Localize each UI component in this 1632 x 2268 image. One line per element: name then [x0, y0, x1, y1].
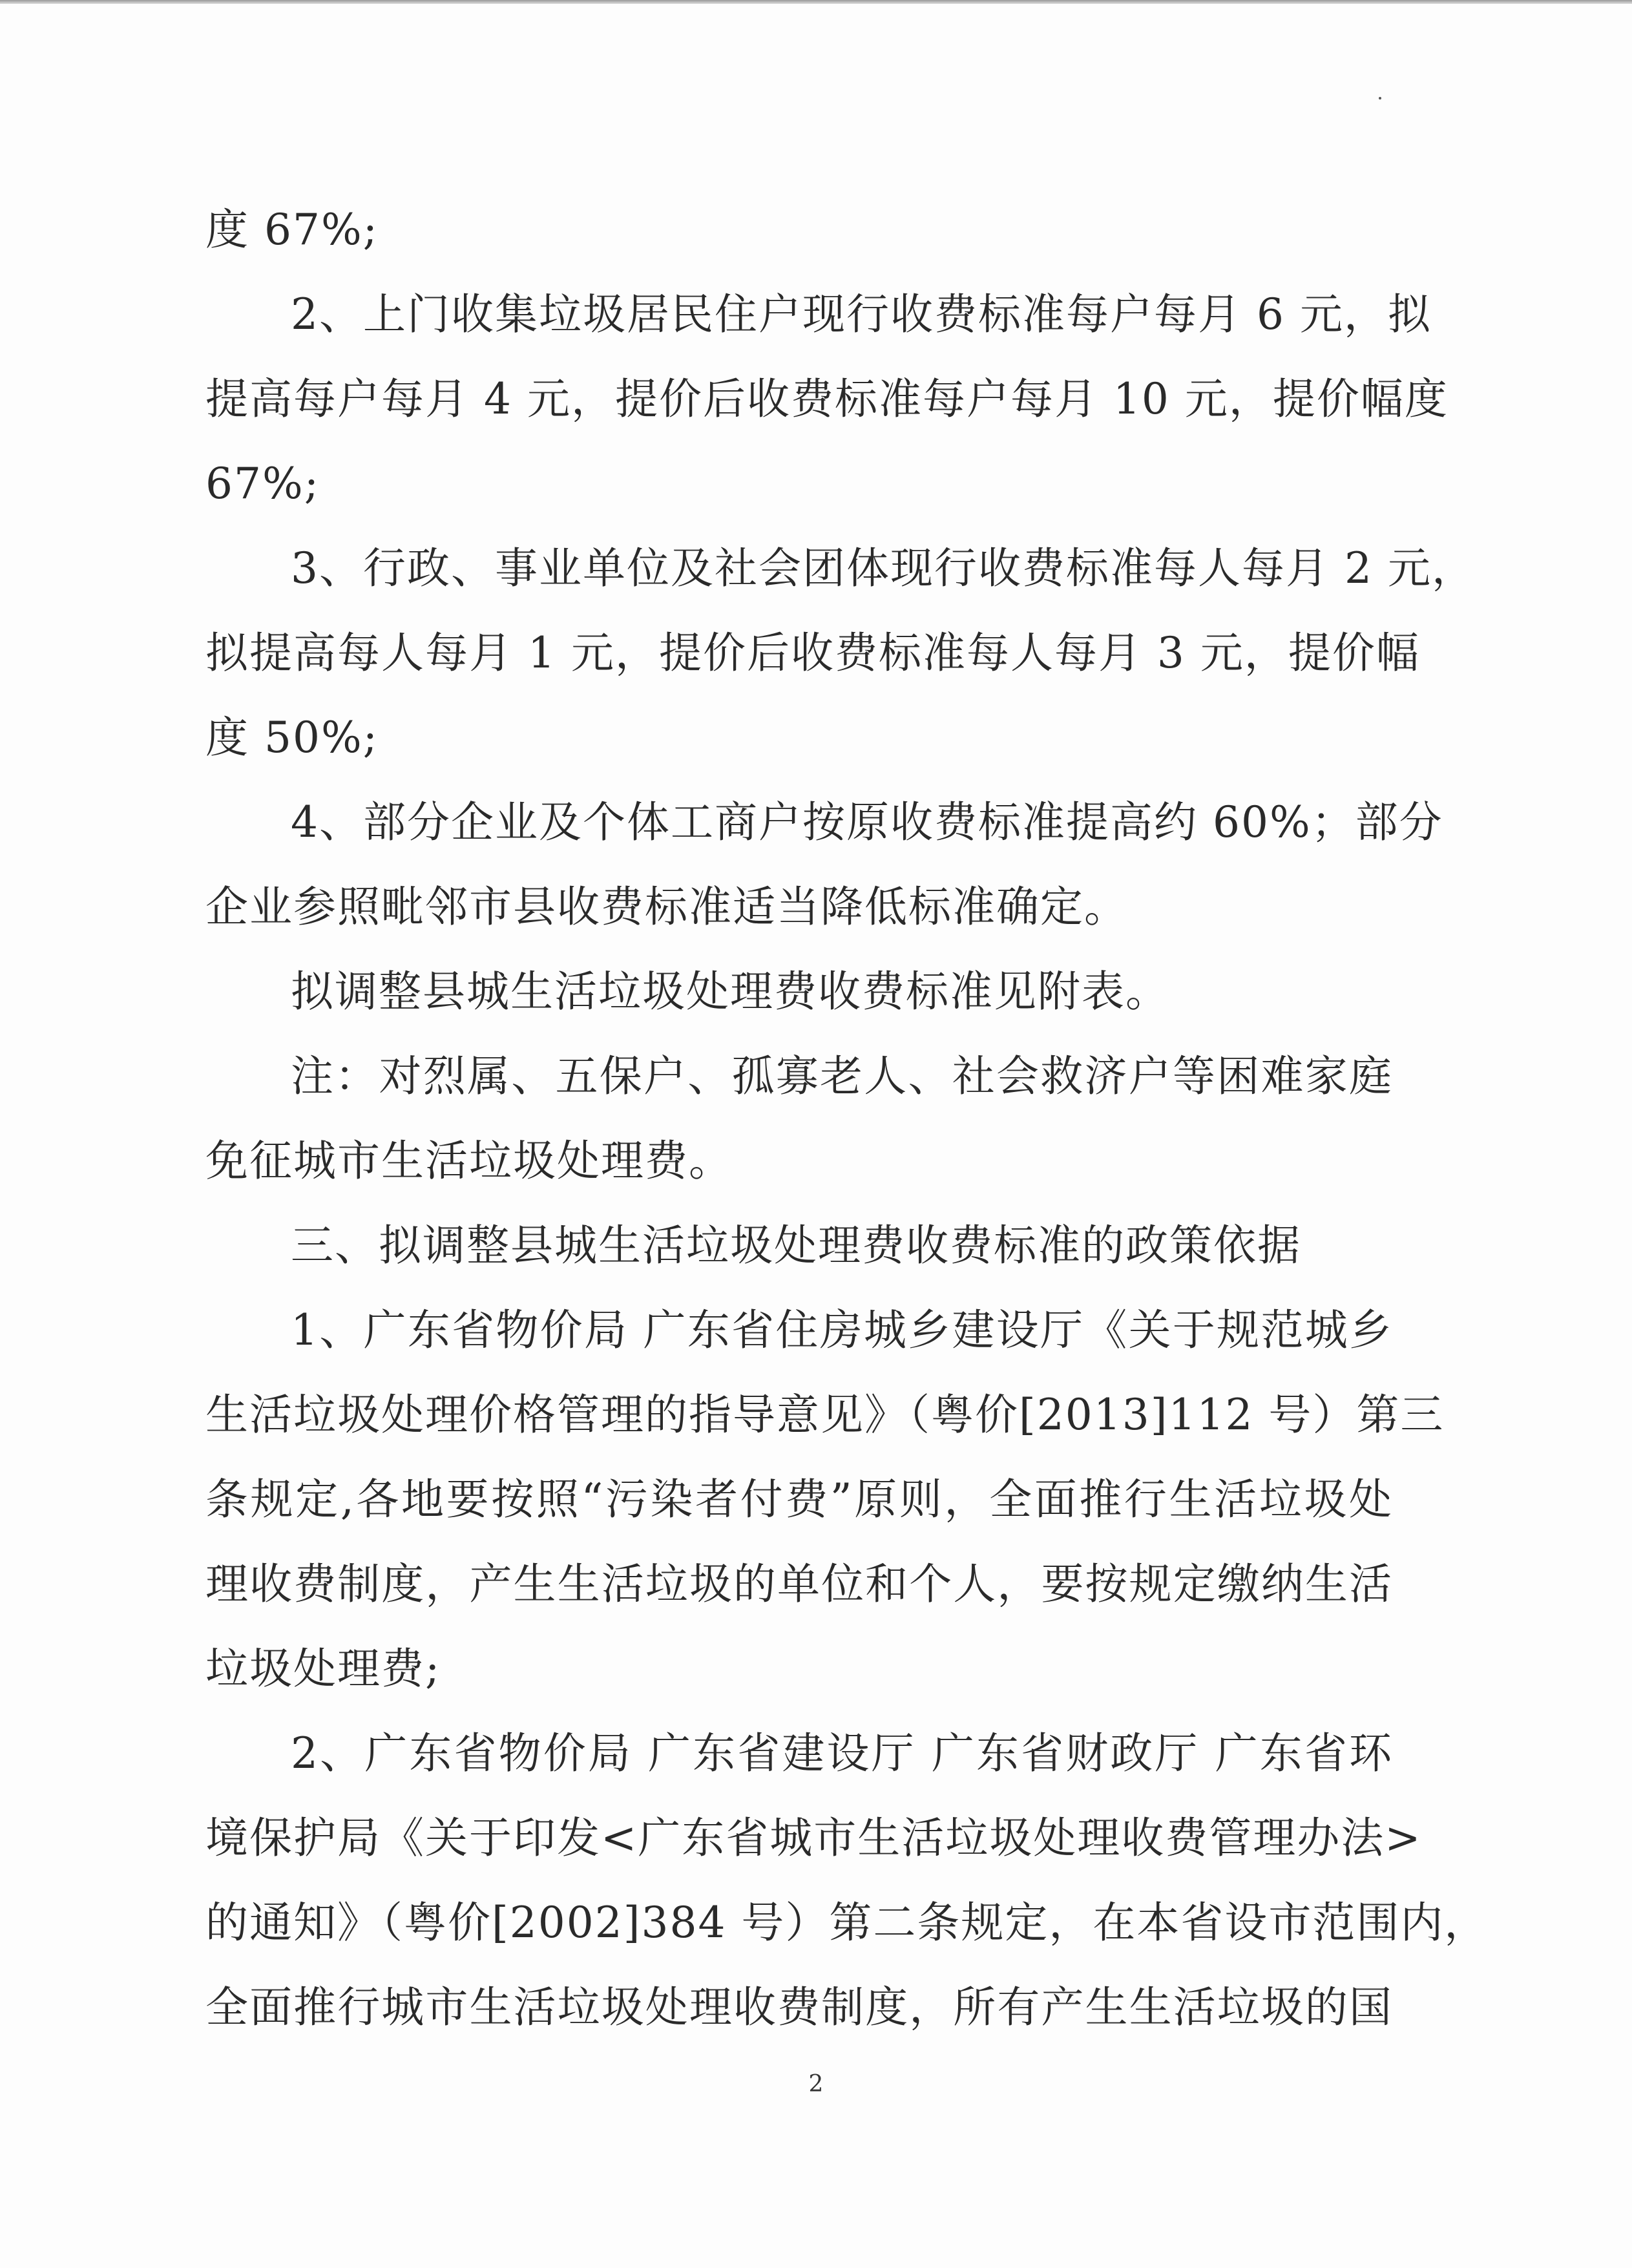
text-line: 条规定,各地要按照“污染者付费”原则，全面推行生活垃圾处	[205, 1475, 1393, 1524]
text-line: 度 50%;	[205, 713, 379, 762]
text-line: 4、部分企业及个体工商户按原收费标准提高约 60%；部分	[291, 797, 1443, 847]
text-line: 拟提高每人每月 1 元，提价后收费标准每人每月 3 元，提价幅	[205, 628, 1420, 678]
section-heading: 三、拟调整县城生活垃圾处理费收费标准的政策依据	[291, 1221, 1301, 1270]
text-line: 生活垃圾处理价格管理的指导意见》（粤价[2013]112 号）第三	[205, 1390, 1445, 1440]
text-line: 的通知》（粤价[2002]384 号）第二条规定，在本省设市范围内，	[205, 1898, 1489, 1948]
scan-speck	[1379, 97, 1381, 100]
text-line: 垃圾处理费;	[205, 1644, 441, 1694]
text-line: 注：对烈属、五保户、孤寡老人、社会救济户等困难家庭	[291, 1051, 1393, 1101]
document-body	[205, 187, 1489, 2050]
text-line: 2、广东省物价局 广东省建设厅 广东省财政厅 广东省环	[291, 1728, 1393, 1778]
text-line: 免征城市生活垃圾处理费。	[205, 1136, 733, 1186]
page-number: 2	[808, 2071, 824, 2097]
text-line: 企业参照毗邻市县收费标准适当降低标准确定。	[205, 882, 1128, 932]
text-line: 67%;	[205, 459, 320, 509]
text-line: 2、上门收集垃圾居民住户现行收费标准每户每月 6 元，拟	[291, 289, 1432, 339]
text-line: 全面推行城市生活垃圾处理收费制度，所有产生生活垃圾的国	[205, 1982, 1393, 2032]
text-line: 1、广东省物价局 广东省住房城乡建设厅《关于规范城乡	[291, 1305, 1393, 1355]
text-line: 境保护局《关于印发<广东省城市生活垃圾处理收费管理办法>	[205, 1813, 1422, 1863]
text-line: 理收费制度，产生生活垃圾的单位和个人，要按规定缴纳生活	[205, 1559, 1393, 1609]
text-line: 提高每户每月 4 元，提价后收费标准每户每月 10 元，提价幅度	[205, 374, 1449, 424]
text-line: 拟调整县城生活垃圾处理费收费标准见附表。	[291, 967, 1169, 1016]
scan-edge	[0, 0, 1632, 4]
text-line: 3、行政、事业单位及社会团体现行收费标准每人每月 2 元，	[291, 543, 1476, 593]
text-line: 度 67%;	[205, 205, 379, 255]
